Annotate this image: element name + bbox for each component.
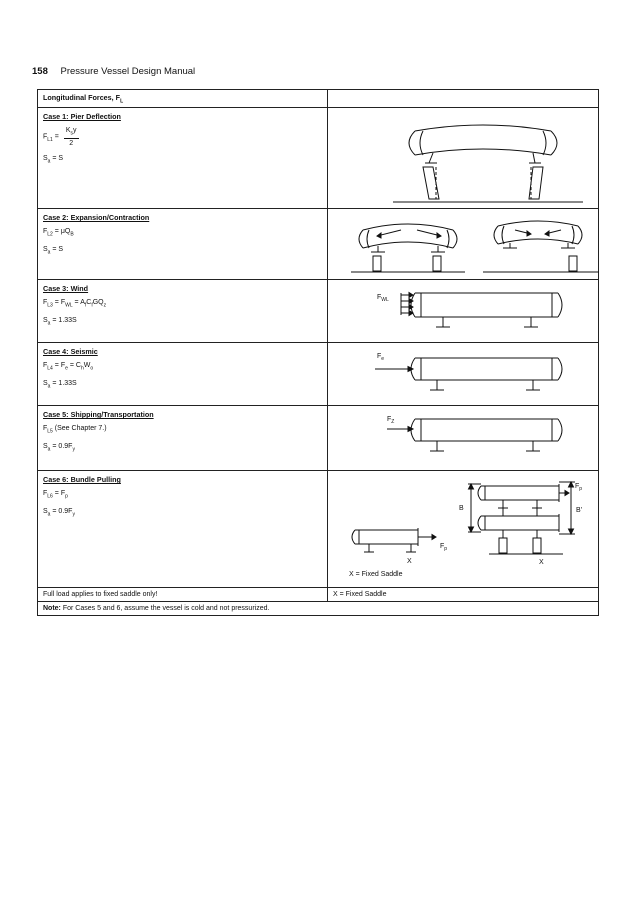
shipping-diagram: [333, 409, 605, 467]
case6-footnote-left: Full load applies to fixed saddle only!: [38, 588, 328, 602]
bundle-distance-label-b: B: [459, 505, 464, 513]
seismic-force-label: $F_e$: [377, 353, 385, 363]
table-title-cell: [38, 90, 328, 108]
wind-force-label: $F_{WL}$: [377, 294, 389, 304]
case3-stress-formula: $S_a = 1.33S$: [43, 316, 77, 327]
case5-title: Case 5: Shipping/Transportation: [43, 410, 154, 420]
case3-title: Case 3: Wind: [43, 284, 89, 294]
pier-deflection-diagram: [333, 111, 605, 205]
page-header: [32, 66, 195, 77]
case3-cell: [38, 280, 328, 343]
case4-cell: [38, 343, 328, 406]
case4-force-formula: $F_{L4} = F_e = C_hW_o$: [43, 362, 94, 372]
case6-footnote-right: X = Fixed Saddle: [328, 588, 599, 602]
case6-title: Case 6: Bundle Pulling: [43, 475, 121, 485]
case4-stress-formula: $S_a = 1.33S$: [43, 379, 77, 390]
case6-force-formula: $F_{L6} = F_p$: [43, 490, 68, 500]
seismic-diagram: [333, 346, 605, 402]
fixed-saddle-mark-right: X: [539, 559, 544, 567]
page-number: 158: [32, 66, 48, 77]
case4-figure-cell: [328, 343, 599, 406]
shipping-force-label: $F_Z$: [387, 416, 395, 426]
bundle-pulling-diagram: [333, 474, 605, 584]
bundle-pull-force-label-right: $F_p$: [575, 483, 583, 493]
book-title: Pressure Vessel Design Manual: [60, 66, 196, 77]
case2-cell: [38, 209, 328, 280]
case4-title: Case 4: Seismic: [43, 347, 98, 357]
case2-stress-formula: $S_a = S$: [43, 245, 64, 256]
case1-force-formula: $F_{L1}$ = $\frac{K_sy}{2}$: [43, 127, 77, 147]
table-title-blank: [328, 90, 599, 108]
case1-title: Case 1: Pier Deflection: [43, 112, 121, 122]
case1-stress-formula: $S_a = S$: [43, 154, 64, 165]
table-title: Longitudinal Forces, $F_L$: [43, 93, 124, 105]
wind-diagram: [333, 283, 605, 339]
expansion-contraction-diagram: [333, 212, 605, 276]
case5-figure-cell: [328, 406, 599, 471]
case3-force-formula: $F_{L3} = F_{WL} = A_fC_fGQ_z$: [43, 299, 107, 309]
case6-figure-cell: [328, 471, 599, 588]
case6-cell: [38, 471, 328, 588]
case5-force-formula: $F_{L5}$ (See Chapter 7.): [43, 425, 107, 435]
case1-figure-cell: [328, 108, 599, 209]
case2-force-formula: $F_{L2} = \mu Q_B$: [43, 228, 74, 238]
case5-cell: [38, 406, 328, 471]
case2-figure-cell: [328, 209, 599, 280]
case5-stress-formula: $S_a = 0.9F_y$: [43, 442, 75, 453]
bundle-pull-force-label-left: $F_p$: [440, 543, 448, 553]
longitudinal-forces-table: [37, 89, 599, 616]
bundle-distance-label-b-prime: B': [576, 507, 583, 515]
case3-figure-cell: [328, 280, 599, 343]
case2-title: Case 2: Expansion/Contraction: [43, 213, 150, 223]
table-note: Note: For Cases 5 and 6, assume the vessel is cold and not pressurized.: [38, 602, 599, 616]
fixed-saddle-legend: X = Fixed Saddle: [349, 571, 403, 579]
case6-stress-formula: $S_a = 0.9F_y$: [43, 507, 75, 518]
fixed-saddle-mark-left: X: [407, 558, 412, 566]
case1-cell: [38, 108, 328, 209]
